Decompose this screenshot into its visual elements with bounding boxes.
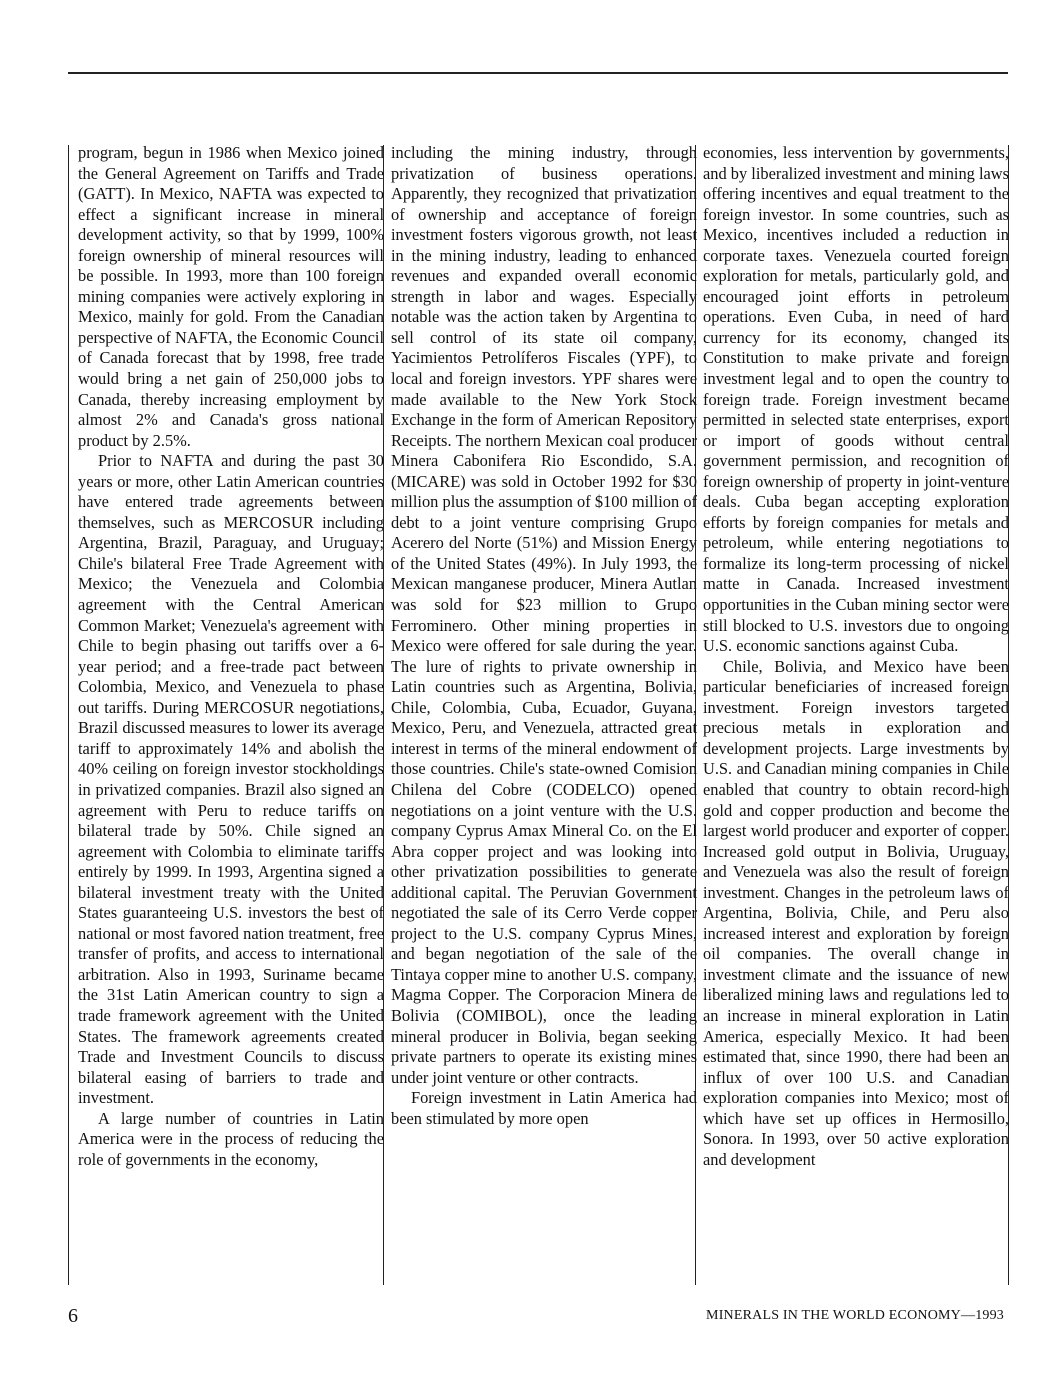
text-column-3 <box>703 143 1009 1170</box>
paragraph: Prior to NAFTA and during the past 30 years or more, other Latin American countries have entered trade agreements between themselves, such as MERCOSUR including Argentina, Brazil, Paraguay, and Uruguay; Chile's bilateral Free Trade Agreement with Mexico; the Venezuela and Colombia agreement with the Central American Common Market; Venezuela's agreement with Chile to begin phasing out tariffs over a 6-year period; and a free-trade pact between Colombia, Mexico, and Venezuela to phase out tariffs. During MERCOSUR negotiations, Brazil discussed measures to lower its average tariff to approximately 14% and abolish the 40% ceiling on foreign investor stockholdings in privatized companies. Brazil also signed an agreement with Peru to reduce tariffs on bilateral trade by 50%. Chile signed an agreement with Colombia to eliminate tariffs entirely by 1999. In 1993, Argentina signed a bilateral investment treaty with the United States guaranteeing U.S. investors the best of national or most favored nation treatment, free transfer of profits, and access to international arbitration. Also in 1993, Suriname became the 31st Latin American country to sign a trade framework agreement with the United States. The framework agreements created Trade and Investment Councils to discuss bilateral easing of barriers to trade and investment. <box>78 451 384 1108</box>
paragraph: Foreign investment in Latin America had been stimulated by more open <box>391 1088 697 1128</box>
paragraph: economies, less intervention by governments, and by liberalized investment and mining laws offering incentives and equal treatment to the foreign investor. In some countries, such as Mexico, incentives included a reduction in corporate taxes. Venezuela courted foreign exploration for metals, particularly gold, and encouraged joint efforts in petroleum operations. Even Cuba, in need of hard currency for its economy, changed its Constitution to make private and foreign investment legal and to open the country to foreign trade. Foreign investment became permitted in selected state enterprises, export or import of goods without central government permission, and recognition of foreign ownership of property in joint-venture deals. Cuba began accepting exploration efforts by foreign companies for metals and petroleum, while entering negotiations to formalize its long-term processing of nickel matte in Canada. Increased investment opportunities in the Cuban mining sector were still blocked to U.S. investors due to ongoing U.S. economic sanctions against Cuba. <box>703 143 1009 656</box>
paragraph: program, begun in 1986 when Mexico joined the General Agreement on Tariffs and Trade (GATT). In Mexico, NAFTA was expected to effect a significant increase in mineral development activity, so that by 1999, 100% foreign ownership of mineral resources will be possible. In 1993, more than 100 foreign mining companies were actively exploring in Mexico, mainly for gold. From the Canadian perspective of NAFTA, the Economic Council of Canada forecast that by 1998, free trade would bring a net gain of 250,000 jobs to Canada, thereby increasing employment by almost 2% and Canada's gross national product by 2.5%. <box>78 143 384 450</box>
paragraph: Chile, Bolivia, and Mexico have been particular beneficiaries of increased foreign investment. Foreign investors targeted precious metals in exploration and development projects. Large investments by U.S. and Canadian mining companies in Chile enabled that country to obtain record-high gold and copper production and become the largest world producer and exporter of copper. Increased gold output in Bolivia, Uruguay, and Venezuela was also the result of foreign investment. Changes in the petroleum laws of Argentina, Bolivia, Chile, and Peru also increased interest and exploration by foreign oil companies. The overall change in investment climate and the issuance of new liberalized mining laws and regulations led to an increase in mineral exploration in Latin America, especially Mexico. It had been estimated that, since 1990, there had been an influx of over 100 U.S. and Canadian exploration companies into Mexico; most of which have set up offices in Hermosillo, Sonora. In 1993, over 50 active exploration and development <box>703 656 1009 1169</box>
running-title: MINERALS IN THE WORLD ECONOMY—1993 <box>706 1308 1004 1323</box>
column-rule-left <box>68 145 69 1285</box>
top-horizontal-rule <box>68 72 1008 74</box>
paragraph: A large number of countries in Latin America were in the process of reducing the role of governments in the economy, <box>78 1108 384 1169</box>
text-column-2 <box>391 143 697 1129</box>
paragraph: including the mining industry, through privatization of business operations. Apparently, they recognized that privatization of ownership and acceptance of foreign investment fosters vigorous growth, not least in the mining industry, leading to enhanced revenues and expanded overall economic strength in labor and wages. Especially notable was the action taken by Argentina to sell control of its state oil company, Yacimientos Petrolíferos Fiscales (YPF), to local and foreign investors. YPF shares were made available to the New York Stock Exchange in the form of American Repository Receipts. The northern Mexican coal producer Minera Cabonifera Rio Escondido, S.A. (MICARE) was sold in October 1992 for $30 million plus the assumption of $100 million of debt to a joint venture comprising Grupo Acerero del Norte (51%) and Mission Energy of the United States (49%). In July 1993, the Mexican manganese producer, Minera Autlan was sold for $23 million to Grupo Ferrominero. Other mining properties in Mexico were offered for sale during the year. The lure of rights to private ownership in Latin countries such as Argentina, Bolivia, Chile, Colombia, Cuba, Ecuador, Guyana, Mexico, Peru, and Venezuela, attracted great interest in terms of the mineral endowment of those countries. Chile's state-owned Comision Chilena del Cobre (CODELCO) opened negotiations on a joint venture with the U.S. company Cyprus Amax Mineral Co. on the El Abra copper project and was looking into other privatization possibilities to generate additional capital. The Peruvian Government negotiated the sale of its Cerro Verde copper project to the U.S. company Cyprus Mines, and began negotiation of the sale of the Tintaya copper mine to another U.S. company, Magma Copper. The Corporacion Minera de Bolivia (COMIBOL), once the leading mineral producer in Bolivia, began seeking private partners to operate its existing mines under joint venture or other contracts. <box>391 143 697 1087</box>
text-column-1 <box>78 143 384 1170</box>
page-number: 6 <box>68 1305 78 1327</box>
